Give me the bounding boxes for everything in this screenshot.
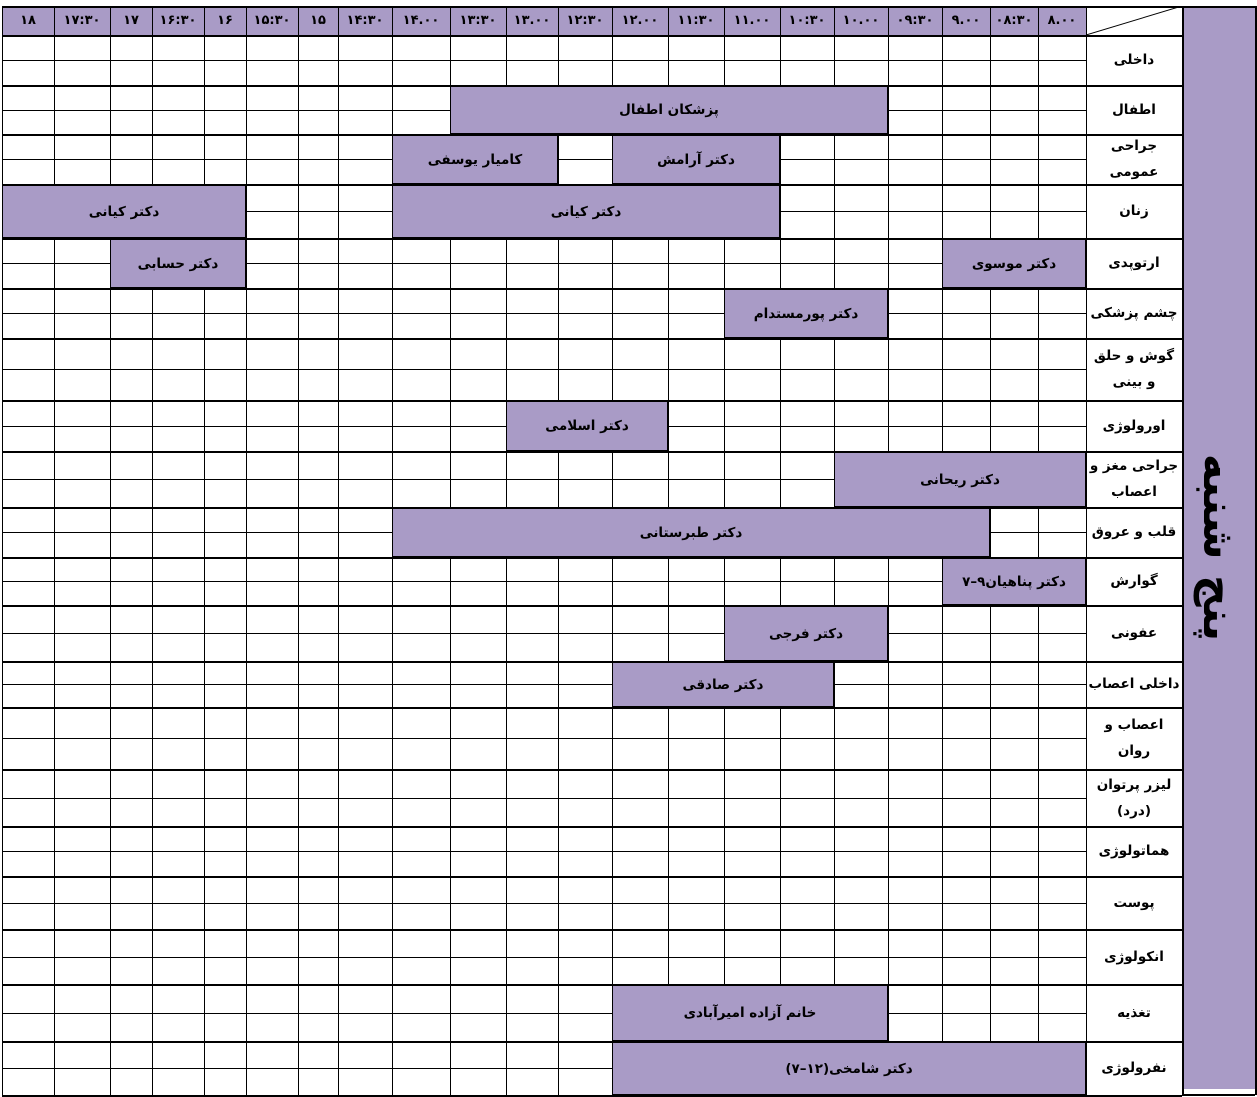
grid-line [152,6,153,1095]
doctor-block[interactable]: دکتر آرامش [612,134,780,184]
grid-line [1182,6,1184,1095]
grid-line [298,6,299,1095]
day-label: پنج شنبه [1193,453,1245,642]
department-label: زنان [1086,184,1182,238]
time-header: ۱۲.۰۰ [612,6,668,35]
department-label: داخلی اعصاب [1086,661,1182,707]
time-header: ۸.۰۰ [1038,6,1086,35]
grid-line [2,35,1182,37]
time-header: ۱۰.۰۰ [834,6,888,35]
grid-line [1182,1094,1255,1096]
grid-line [2,707,1182,709]
grid-line [2,605,1182,607]
grid-line [2,769,1182,771]
time-header: ۱۵:۳۰ [246,6,298,35]
grid-line [2,929,1182,931]
time-header: ۱۱.۰۰ [724,6,780,35]
doctor-block[interactable]: دکتر ریحانی [834,451,1086,507]
grid-line [2,957,1086,958]
grid-line [2,581,1086,582]
grid-line [2,633,1086,634]
grid-line [2,798,1086,799]
grid-line [2,313,1086,314]
doctor-block[interactable]: دکتر صادقی [612,661,834,707]
grid-line [1086,6,1087,1095]
time-header: ۹.۰۰ [942,6,990,35]
time-header: ۱۵ [298,6,338,35]
grid-line [2,6,3,1095]
department-label: جراحی مغز و اعصاب [1086,451,1182,507]
grid-line [2,851,1086,852]
department-label: عفونی [1086,605,1182,661]
grid-line [2,288,1182,290]
grid-line [110,6,111,1095]
time-header: ۰۸:۳۰ [990,6,1038,35]
grid-line [2,134,1182,136]
grid-line [2,369,1086,370]
grid-line [246,6,247,1095]
doctor-block[interactable]: دکتر کیانی [2,184,246,238]
department-label: تغذیه [1086,984,1182,1041]
time-header: ۱۲:۳۰ [558,6,612,35]
doctor-block[interactable]: دکتر کیانی [392,184,780,238]
time-header: ۱۴.۰۰ [392,6,450,35]
department-label: اطفال [1086,85,1182,134]
grid-line [2,684,1086,685]
grid-line [338,6,339,1095]
time-header: ۱۸ [2,6,54,35]
time-header: ۱۳:۳۰ [450,6,506,35]
corner-diagonal [1086,6,1182,35]
time-header: ۱۶:۳۰ [152,6,204,35]
doctor-block[interactable]: کامیار یوسفی [392,134,558,184]
grid-line [2,1013,1086,1014]
time-header: ۱۰:۳۰ [780,6,834,35]
department-label: ارتوپدی [1086,238,1182,288]
grid-line [54,6,55,1095]
department-label: پوست [1086,876,1182,929]
doctor-block[interactable]: دکتر طبرستانی [392,507,990,557]
time-header: ۱۳.۰۰ [506,6,558,35]
time-header: ۱۷ [110,6,152,35]
department-label: داخلی [1086,35,1182,85]
grid-line [204,6,205,1095]
day-label-column [1182,6,1255,1089]
time-header: ۱۱:۳۰ [668,6,724,35]
grid-line [2,661,1182,663]
department-label: چشم پزشکی [1086,288,1182,338]
grid-line [2,876,1182,878]
doctor-block[interactable]: دکتر حسابی [110,238,246,288]
grid-line [990,6,991,1095]
grid-line [2,826,1182,828]
grid-line [2,984,1182,986]
time-header: ۱۴:۳۰ [338,6,392,35]
grid-line [2,60,1086,61]
doctor-block[interactable]: دکتر پناهیان۹–۷ [942,557,1086,605]
department-label: اورولوژی [1086,400,1182,451]
doctor-block[interactable]: دکتر پورمستدام [724,288,888,338]
grid-line [2,738,1086,739]
doctor-block[interactable]: پزشکان اطفال [450,85,888,134]
department-label: گوارش [1086,557,1182,605]
department-label: نفرولوژی [1086,1041,1182,1095]
department-label: جراحی عمومی [1086,134,1182,184]
time-header: ۱۷:۳۰ [54,6,110,35]
department-label: هماتولوژی [1086,826,1182,876]
time-header: ۱۶ [204,6,246,35]
doctor-block[interactable]: خانم آزاده امیرآبادی [612,984,888,1041]
department-label: انکولوژی [1086,929,1182,984]
grid-line [2,6,1255,8]
doctor-block[interactable]: دکتر موسوی [942,238,1086,288]
doctor-block[interactable]: دکتر اسلامی [506,400,668,451]
grid-line [2,338,1182,340]
department-label: قلب و عروق [1086,507,1182,557]
grid-line [1038,6,1039,1095]
time-header: ۰۹:۳۰ [888,6,942,35]
department-label: اعصاب و روان [1086,707,1182,769]
doctor-block[interactable]: دکتر شامخی(۱۲–۷) [612,1041,1086,1095]
doctor-block[interactable]: دکتر فرجی [724,605,888,661]
department-label: لیزر پرتوان (درد) [1086,769,1182,826]
department-label: گوش و حلق و بینی [1086,338,1182,400]
grid-line [2,903,1086,904]
